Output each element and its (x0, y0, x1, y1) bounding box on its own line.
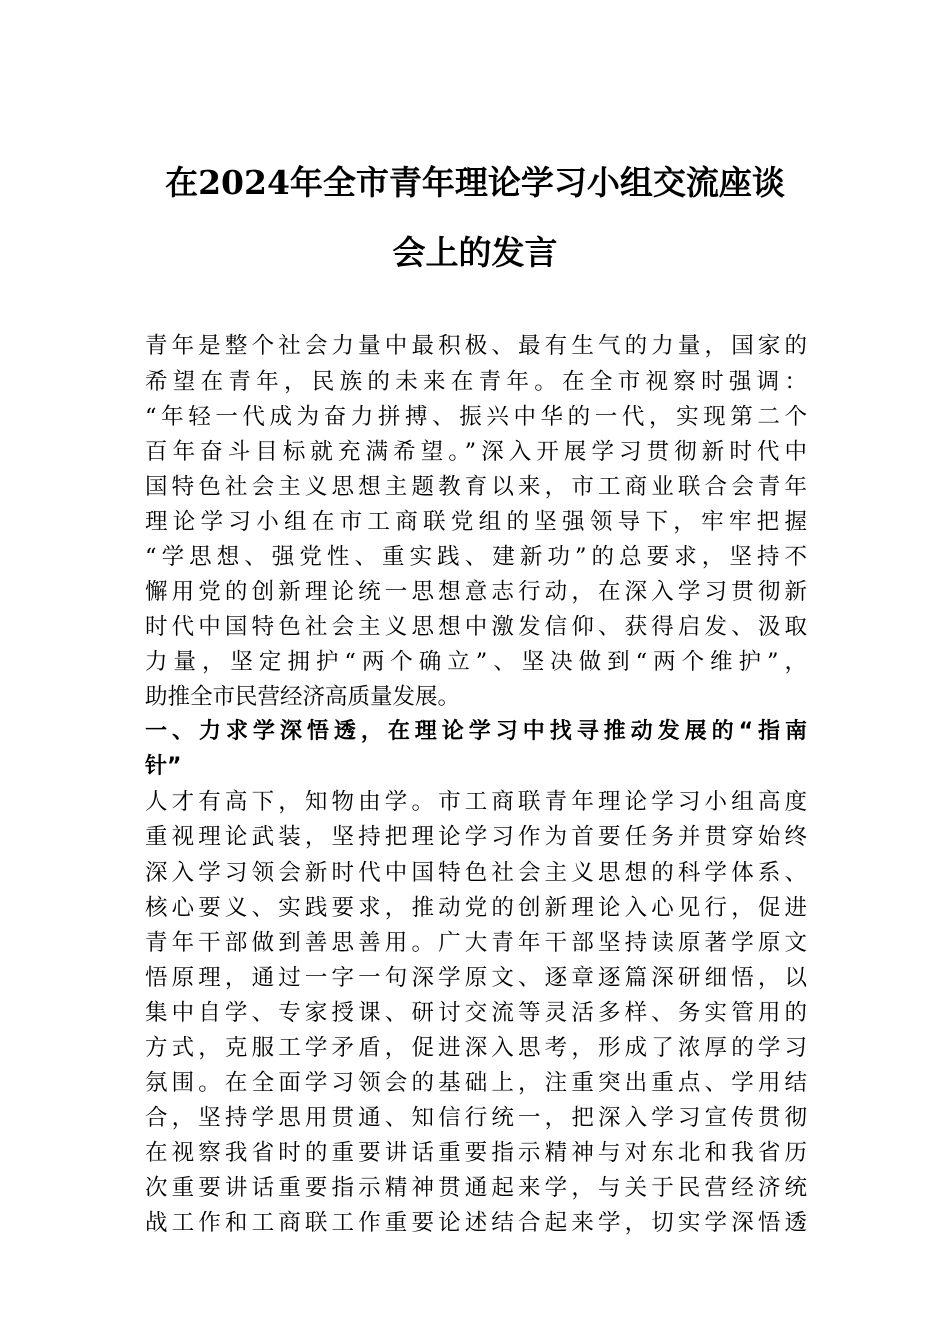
body-text-line: 理论学习小组在市工商联党组的坚强领导下，牢牢把握 (145, 509, 807, 535)
body-text-line: 懈用党的创新理论统一思想意志行动，在深入学习贯彻新 (145, 579, 807, 605)
body-text-line: 战工作和工商联工作重要论述结合起来学，切实学深悟透 (145, 1210, 807, 1236)
document-title-line-1: 在2024年全市青年理论学习小组交流座谈 (165, 163, 785, 202)
body-text-line: 力量，坚定拥护“两个确立”、坚决做到“两个维护”， (145, 649, 807, 675)
body-text-line: 国特色社会主义思想主题教育以来，市工商业联合会青年 (145, 474, 807, 500)
body-text-line: 合，坚持学思用贯通、知信行统一，把深入学习宣传贯彻 (145, 1105, 807, 1131)
body-text-line: 百年奋斗目标就充满希望。”深入开展学习贯彻新时代中 (145, 439, 807, 465)
body-text-line: “学思想、强党性、重实践、建新功”的总要求，坚持不 (145, 544, 807, 570)
body-text-line: 核心要义、实践要求，推动党的创新理论入心见行，促进 (145, 895, 807, 921)
body-text-line: 人才有高下，知物由学。市工商联青年理论学习小组高度 (145, 789, 807, 815)
body-text-line: 助推全市民营经济高质量发展。 (145, 684, 461, 710)
body-text-line: 希望在青年，民族的未来在青年。在全市视察时强调： (145, 369, 807, 395)
section-heading: 一、力求学深悟透，在理论学习中找寻推动发展的“指南 (145, 719, 807, 744)
body-text-line: 氛围。在全面学习领会的基础上，注重突出重点、学用结 (145, 1070, 807, 1096)
body-text-line: 方式，克服工学矛盾，促进深入思考，形成了浓厚的学习 (145, 1035, 807, 1061)
body-text-line: 青年是整个社会力量中最积极、最有生气的力量，国家的 (145, 333, 807, 359)
body-text-line: 集中自学、专家授课、研讨交流等灵活多样、务实管用的 (145, 1000, 807, 1026)
body-text-line: “年轻一代成为奋力拼搏、振兴中华的一代，实现第二个 (145, 404, 807, 430)
body-text-line: 悟原理，通过一字一句深学原文、逐章逐篇深研细悟，以 (145, 965, 807, 991)
body-text-line: 深入学习领会新时代中国特色社会主义思想的科学体系、 (145, 860, 807, 886)
body-text-line: 重视理论武装，坚持把理论学习作为首要任务并贯穿始终 (145, 824, 807, 850)
document-title-line-2: 会上的发言 (392, 233, 558, 272)
section-heading-continued: 针” (145, 754, 182, 779)
body-text-line: 青年干部做到善思善用。广大青年干部坚持读原著学原文 (145, 930, 807, 956)
body-text-line: 在视察我省时的重要讲话重要指示精神与对东北和我省历 (145, 1140, 807, 1166)
body-text-line: 时代中国特色社会主义思想中激发信仰、获得启发、汲取 (145, 614, 807, 640)
body-text-line: 次重要讲话重要指示精神贯通起来学，与关于民营经济统 (145, 1175, 807, 1201)
